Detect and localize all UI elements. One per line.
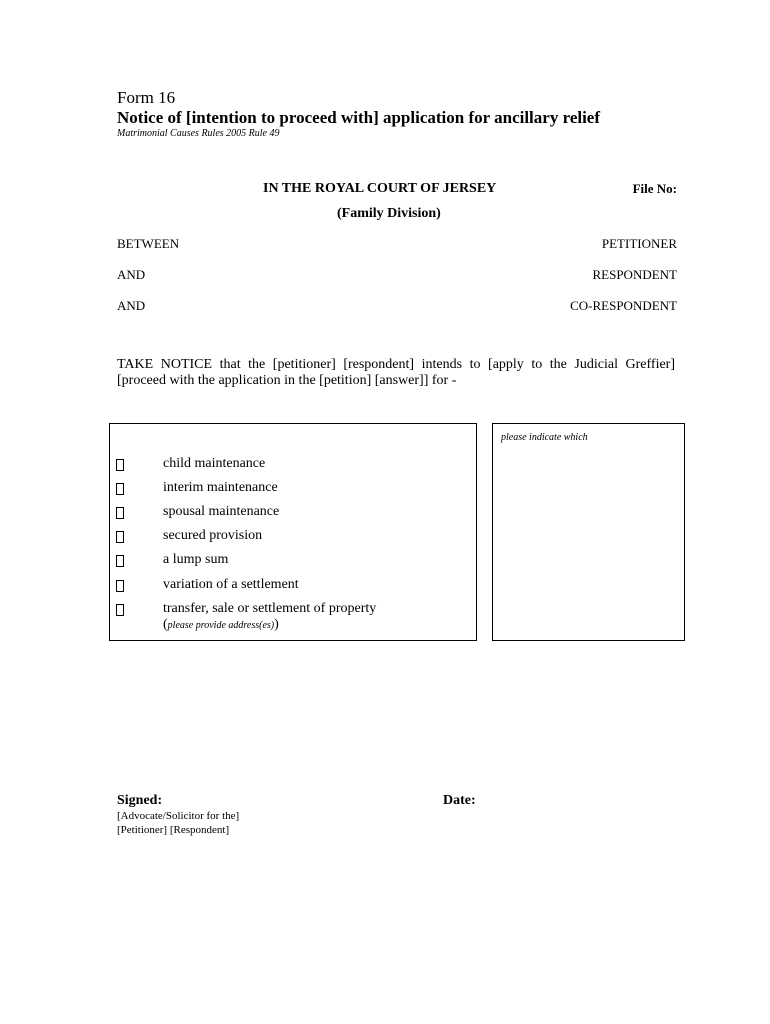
relief-option-label: spousal maintenance [163, 504, 280, 519]
signed-label: Signed: [117, 793, 163, 808]
form-title: Notice of [intention to proceed with] application for ancillary relief [117, 108, 601, 127]
court-name: IN THE ROYAL COURT OF JERSEY [263, 181, 497, 196]
indication-box[interactable] [492, 423, 685, 641]
relief-option[interactable] [110, 528, 470, 551]
relief-option-label: transfer, sale or settlement of property [163, 601, 377, 616]
relief-option[interactable] [110, 552, 470, 575]
address-note: (please provide address(es)) [163, 617, 279, 632]
form-number: Form 16 [117, 88, 176, 107]
relief-option-label: interim maintenance [163, 480, 278, 495]
indicate-note: please indicate which [501, 432, 588, 443]
checkbox-icon[interactable] [116, 459, 124, 471]
court-division: (Family Division) [337, 206, 441, 221]
checkbox-icon[interactable] [116, 604, 124, 616]
party-role-respondent: RESPONDENT [592, 267, 677, 282]
party-label-between: BETWEEN [117, 236, 180, 251]
checkbox-icon[interactable] [116, 483, 124, 495]
rule-reference: Matrimonial Causes Rules 2005 Rule 49 [117, 128, 280, 139]
relief-option[interactable] [110, 577, 470, 600]
relief-option-label: child maintenance [163, 456, 266, 471]
signatory-line-1: [Advocate/Solicitor for the] [117, 810, 240, 822]
party-label-and-2: AND [117, 298, 146, 313]
relief-options-box [109, 423, 477, 641]
signatory-line-2: [Petitioner] [Respondent] [117, 824, 230, 836]
file-no-label: File No: [632, 181, 677, 196]
checkbox-icon[interactable] [116, 580, 124, 592]
party-role-petitioner: PETITIONER [601, 236, 677, 251]
relief-option[interactable] [110, 456, 470, 479]
relief-option-label: a lump sum [163, 552, 229, 567]
relief-option-label: secured provision [163, 528, 263, 543]
relief-option-label: variation of a settlement [163, 577, 299, 592]
relief-option[interactable] [110, 504, 470, 527]
checkbox-icon[interactable] [116, 555, 124, 567]
party-role-co-respondent: CO-RESPONDENT [570, 298, 677, 313]
notice-text: TAKE NOTICE that the [petitioner] [respondent] intends to [apply to the Judicial Greffier] [proceed with the application in the [petition] [answer]] for - [117, 357, 675, 388]
checkbox-icon[interactable] [116, 531, 124, 543]
address-note-text: please provide address(es) [167, 620, 275, 631]
party-label-and: AND [117, 267, 146, 282]
relief-option[interactable] [110, 480, 470, 503]
date-label: Date: [443, 793, 476, 808]
checkbox-icon[interactable] [116, 507, 124, 519]
